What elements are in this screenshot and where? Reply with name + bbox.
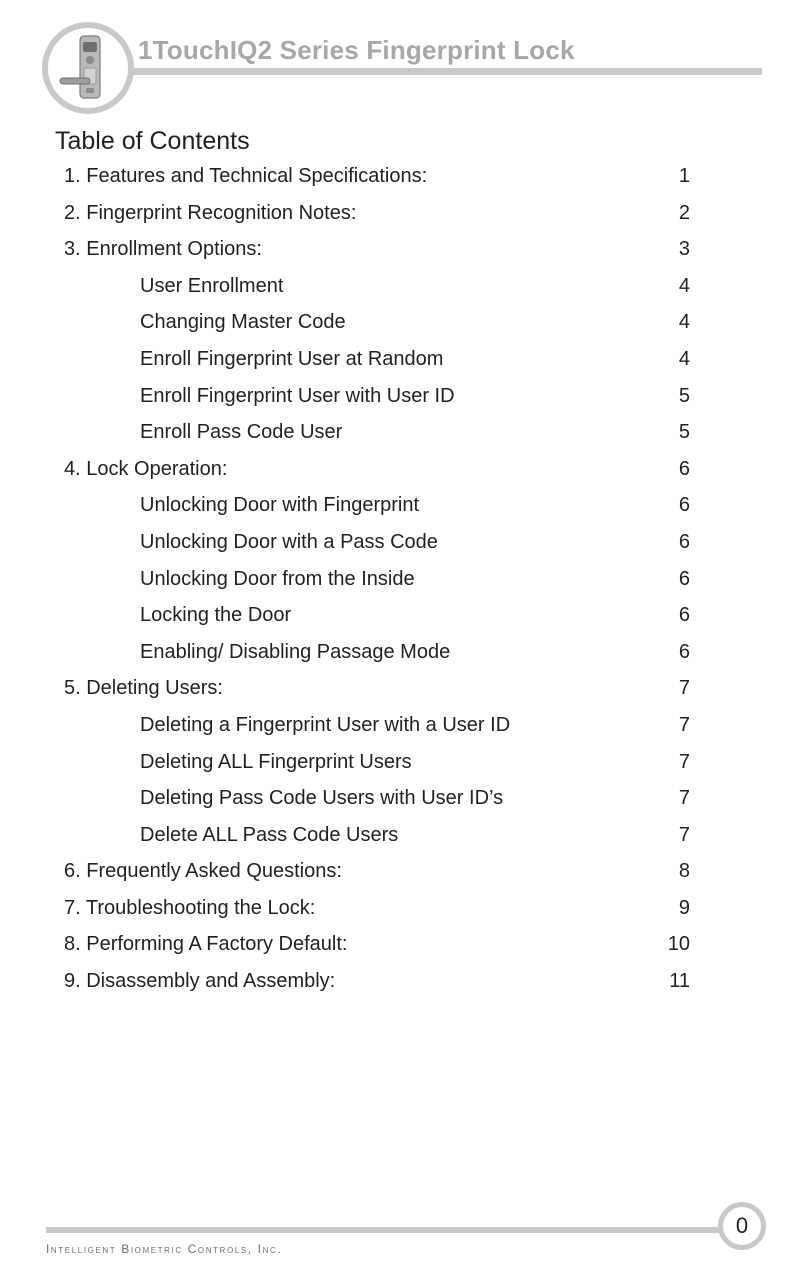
toc-entry-page: 7 [678,823,690,846]
toc-entry-label: Locking the Door [140,604,292,627]
toc-entry-label: Enroll Pass Code User [140,421,343,444]
toc-entry-label: Deleting ALL Fingerprint Users [140,750,412,773]
toc-entry-label: User Enrollment [140,274,284,297]
toc-entry-page: 5 [678,421,690,444]
toc-entry-page: 6 [678,494,690,517]
toc-subentry[interactable] [0,414,808,451]
toc-entry[interactable] [0,853,808,890]
toc-subentry[interactable] [0,487,808,524]
toc-entry-page: 2 [678,201,690,224]
toc-entry-page: 6 [678,530,690,553]
toc-subentry[interactable] [0,817,808,854]
toc-subentry[interactable] [0,524,808,561]
toc-entry[interactable] [0,231,808,268]
toc-entry-label: Enroll Fingerprint User at Random [140,347,444,370]
toc-entry-label: 5. Deleting Users: [64,677,223,700]
toc-entry[interactable] [0,926,808,963]
fingerprint-lock-icon [48,28,128,108]
toc-subentry[interactable] [0,744,808,781]
toc-entry-page: 4 [678,274,690,297]
toc-subentry[interactable] [0,304,808,341]
toc-entry-page: 6 [678,640,690,663]
toc-entry-label: 1. Features and Technical Specifications: [64,165,428,187]
toc-subentry[interactable] [0,780,808,817]
page-number-badge: 0 [718,1202,766,1250]
toc-heading: Table of Contents [55,127,250,155]
toc-entry-page: 11 [669,970,690,993]
toc-entry-label: 7. Troubleshooting the Lock: [64,896,316,919]
toc-entry[interactable] [0,158,808,195]
toc-subentry[interactable] [0,378,808,415]
document-title: 1TouchIQ2 Series Fingerprint Lock [138,35,575,65]
toc-entry-page: 6 [678,604,690,627]
toc-subentry[interactable] [0,707,808,744]
footer-company-name: Intelligent Biometric Controls, Inc. [46,1242,283,1256]
toc-entry-label: 6. Frequently Asked Questions: [64,860,342,883]
toc-entry-label: Unlocking Door from the Inside [140,567,415,590]
toc-entry-page: 4 [678,347,690,370]
toc-entry[interactable] [0,451,808,488]
toc-entry[interactable] [0,890,808,927]
toc-entry-label: Enroll Fingerprint User with User ID [140,384,455,407]
toc-entry[interactable] [0,195,808,232]
toc-entry-label: 8. Performing A Factory Default: [64,933,348,956]
toc-entry-page: 7 [678,677,690,700]
toc-entry-label: 2. Fingerprint Recognition Notes: [64,201,357,224]
toc-entry-label: 4. Lock Operation: [64,457,228,480]
toc-entry-label: Unlocking Door with a Pass Code [140,530,438,553]
toc-entry-page: 7 [678,787,690,810]
toc-entry-page: 7 [678,750,690,773]
toc-entry-label: Deleting Pass Code Users with User ID’s [140,787,504,810]
toc-entry-page: 6 [678,457,690,480]
toc-entry-label: Unlocking Door with Fingerprint [140,494,420,517]
product-badge [42,22,134,114]
toc-subentry[interactable] [0,634,808,671]
toc-entry-page: 9 [678,896,690,919]
toc-subentry[interactable] [0,561,808,598]
toc-entry-label: Changing Master Code [140,311,346,334]
toc-entry[interactable] [0,670,808,707]
toc-entry-page: 4 [678,311,690,334]
footer-rule [46,1227,736,1233]
toc-entry-label: 3. Enrollment Options: [64,238,262,261]
toc-entry[interactable] [0,963,808,1000]
toc-entry-label: Delete ALL Pass Code Users [140,823,399,846]
toc-entry-label: Deleting a Fingerprint User with a User ID [140,713,511,736]
header-rule [100,68,762,75]
toc-entry-page: 8 [678,860,690,883]
toc-entry-label: 9. Disassembly and Assembly: [64,970,336,993]
toc-entry-page: 5 [678,384,690,407]
toc-entry-page: 7 [678,713,690,736]
toc-subentry[interactable] [0,341,808,378]
toc-entry-page: 6 [678,567,690,590]
toc-entry-page: 1 [678,165,690,187]
toc-list [0,158,808,1000]
toc-subentry[interactable] [0,268,808,305]
toc-entry-page: 3 [678,238,690,261]
toc-entry-label: Enabling/ Disabling Passage Mode [140,640,451,663]
toc-entry-page: 10 [667,933,690,956]
toc-subentry[interactable] [0,597,808,634]
